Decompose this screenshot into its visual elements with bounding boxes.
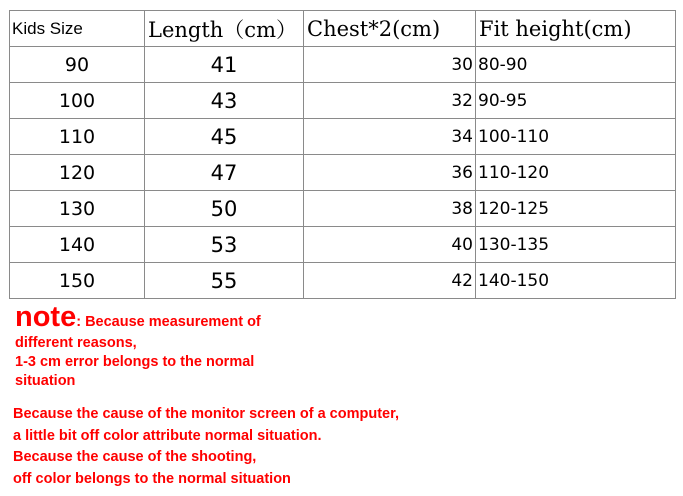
cell-chest: 30: [304, 47, 476, 83]
note-first-line: [15, 300, 261, 334]
cell-chest: 38: [304, 191, 476, 227]
cell-chest: 36: [304, 155, 476, 191]
cell-length: 45: [145, 119, 304, 155]
table-row: [10, 227, 676, 263]
cell-fit-height: 140-150: [476, 263, 676, 299]
cell-chest: 40: [304, 227, 476, 263]
disclaimer-block: [13, 404, 399, 490]
cell-fit-height: 110-120: [476, 155, 676, 191]
disclaimer-line: Because the cause of the monitor screen of a computer,: [13, 406, 399, 422]
table-row: [10, 119, 676, 155]
note-line: different reasons,: [15, 335, 137, 351]
note-first-text: : Because measurement of: [76, 314, 261, 330]
cell-fit-height: 120-125: [476, 191, 676, 227]
header-kids-size: Kids Size: [10, 11, 145, 47]
cell-size: 140: [10, 227, 145, 263]
cell-length: 53: [145, 227, 304, 263]
header-fit-height: Fit height(cm): [476, 11, 676, 47]
cell-size: 150: [10, 263, 145, 299]
cell-chest: 34: [304, 119, 476, 155]
cell-length: 50: [145, 191, 304, 227]
note-line: situation: [15, 373, 76, 389]
disclaimer-line: Because the cause of the shooting,: [13, 449, 257, 465]
cell-length: 47: [145, 155, 304, 191]
table-row: [10, 47, 676, 83]
table-row: [10, 155, 676, 191]
cell-length: 55: [145, 263, 304, 299]
disclaimer-line: a little bit off color attribute normal situation.: [13, 427, 322, 444]
cell-fit-height: 80-90: [476, 47, 676, 83]
table-row: [10, 191, 676, 227]
cell-size: 100: [10, 83, 145, 119]
cell-size: 120: [10, 155, 145, 191]
disclaimer-line: off color belongs to the normal situation: [13, 470, 291, 487]
cell-chest: 42: [304, 263, 476, 299]
header-chest: Chest*2(cm): [304, 11, 476, 47]
size-chart-table: [9, 10, 676, 299]
table-row: [10, 83, 676, 119]
note-block: [15, 300, 261, 391]
cell-size: 90: [10, 47, 145, 83]
table-header-row: [10, 11, 676, 47]
cell-length: 43: [145, 83, 304, 119]
note-word: note: [15, 301, 77, 333]
cell-fit-height: 130-135: [476, 227, 676, 263]
cell-size: 110: [10, 119, 145, 155]
cell-fit-height: 100-110: [476, 119, 676, 155]
table-row: [10, 263, 676, 299]
cell-size: 130: [10, 191, 145, 227]
cell-fit-height: 90-95: [476, 83, 676, 119]
note-line: 1-3 cm error belongs to the normal: [15, 354, 255, 370]
cell-length: 41: [145, 47, 304, 83]
cell-chest: 32: [304, 83, 476, 119]
header-length: Length（cm）: [145, 11, 304, 47]
